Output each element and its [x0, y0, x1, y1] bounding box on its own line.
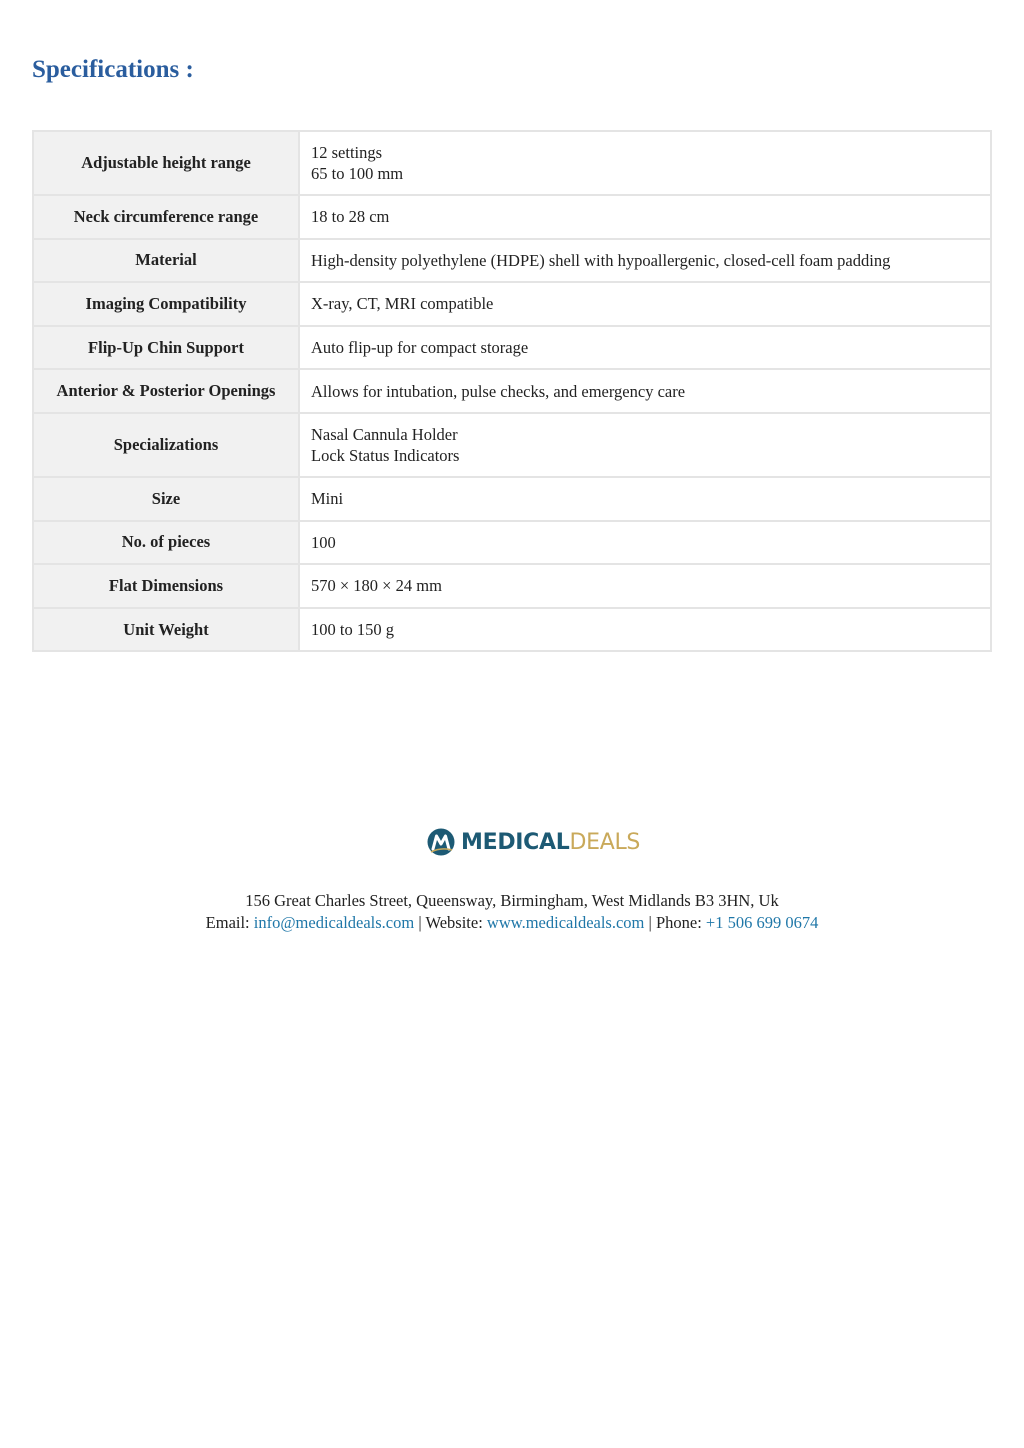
footer-contact-line: [0, 912, 1024, 934]
spec-label: Specializations: [33, 413, 299, 477]
spec-value-line: High-density polyethylene (HDPE) shell with hypoallergenic, closed-cell foam padding: [311, 250, 891, 270]
spec-value: [299, 282, 991, 326]
medical-deals-logo-icon: [427, 828, 455, 856]
spec-row: [33, 195, 991, 239]
logo-word-deals: DEALS: [569, 829, 641, 855]
website-label: | Website:: [414, 913, 487, 932]
spec-row: [33, 326, 991, 370]
footer-address: 156 Great Charles Street, Queensway, Birmingham, West Midlands B3 3HN, Uk: [245, 891, 779, 910]
spec-value-line: 65 to 100 mm: [311, 164, 404, 183]
email-link[interactable]: info@medicaldeals.com: [253, 913, 415, 932]
spec-value: [299, 477, 991, 521]
spec-value-line: X-ray, CT, MRI compatible: [311, 294, 494, 314]
email-label: Email:: [205, 913, 254, 932]
spec-label: Anterior & Posterior Openings: [33, 369, 299, 413]
page-heading: Specifications :: [32, 56, 194, 83]
spec-row: [33, 564, 991, 608]
specifications-table: [32, 130, 992, 652]
spec-row: [33, 608, 991, 652]
spec-label: Neck circumference range: [33, 195, 299, 239]
spec-value-line: Mini: [311, 489, 344, 509]
spec-row: [33, 239, 991, 283]
spec-value: [299, 521, 991, 565]
footer-contact: [0, 890, 1024, 934]
spec-label: Material: [33, 239, 299, 283]
spec-label: Size: [33, 477, 299, 521]
spec-value-line: Lock Status Indicators: [311, 445, 460, 465]
spec-row: [33, 131, 991, 195]
website-link[interactable]: www.medicaldeals.com: [486, 913, 645, 932]
spec-label: No. of pieces: [33, 521, 299, 565]
spec-label: Flip-Up Chin Support: [33, 326, 299, 370]
spec-row: [33, 282, 991, 326]
spec-label: Adjustable height range: [33, 131, 299, 195]
spec-label: Flat Dimensions: [33, 564, 299, 608]
spec-row: [33, 477, 991, 521]
phone-link[interactable]: +1 506 699 0674: [705, 913, 819, 932]
spec-label: Imaging Compatibility: [33, 282, 299, 326]
spec-value: [299, 131, 991, 195]
spec-value-line: 18 to 28 cm: [311, 207, 390, 227]
spec-value-line: Allows for intubation, pulse checks, and emergency care: [311, 381, 686, 401]
spec-value: [299, 413, 991, 477]
spec-value: [299, 369, 991, 413]
spec-value-line: Auto flip-up for compact storage: [311, 338, 529, 358]
spec-value-line: 100: [311, 532, 336, 552]
spec-value-line: 570 × 180 × 24 mm: [311, 576, 442, 596]
spec-row: [33, 413, 991, 477]
spec-row: [33, 521, 991, 565]
spec-value: [299, 239, 991, 283]
spec-value: [299, 564, 991, 608]
medical-deals-logo: [427, 828, 640, 856]
spec-value-line: 12 settings: [311, 143, 383, 162]
spec-value-line: Nasal Cannula Holder: [311, 424, 458, 444]
phone-label: | Phone:: [644, 913, 706, 932]
spec-value: [299, 195, 991, 239]
spec-value-line: 100 to 150 g: [311, 620, 394, 640]
logo-word-medical: MEDICAL: [461, 829, 570, 855]
spec-row: [33, 369, 991, 413]
spec-label: Unit Weight: [33, 608, 299, 652]
spec-value: [299, 326, 991, 370]
spec-value: [299, 608, 991, 652]
